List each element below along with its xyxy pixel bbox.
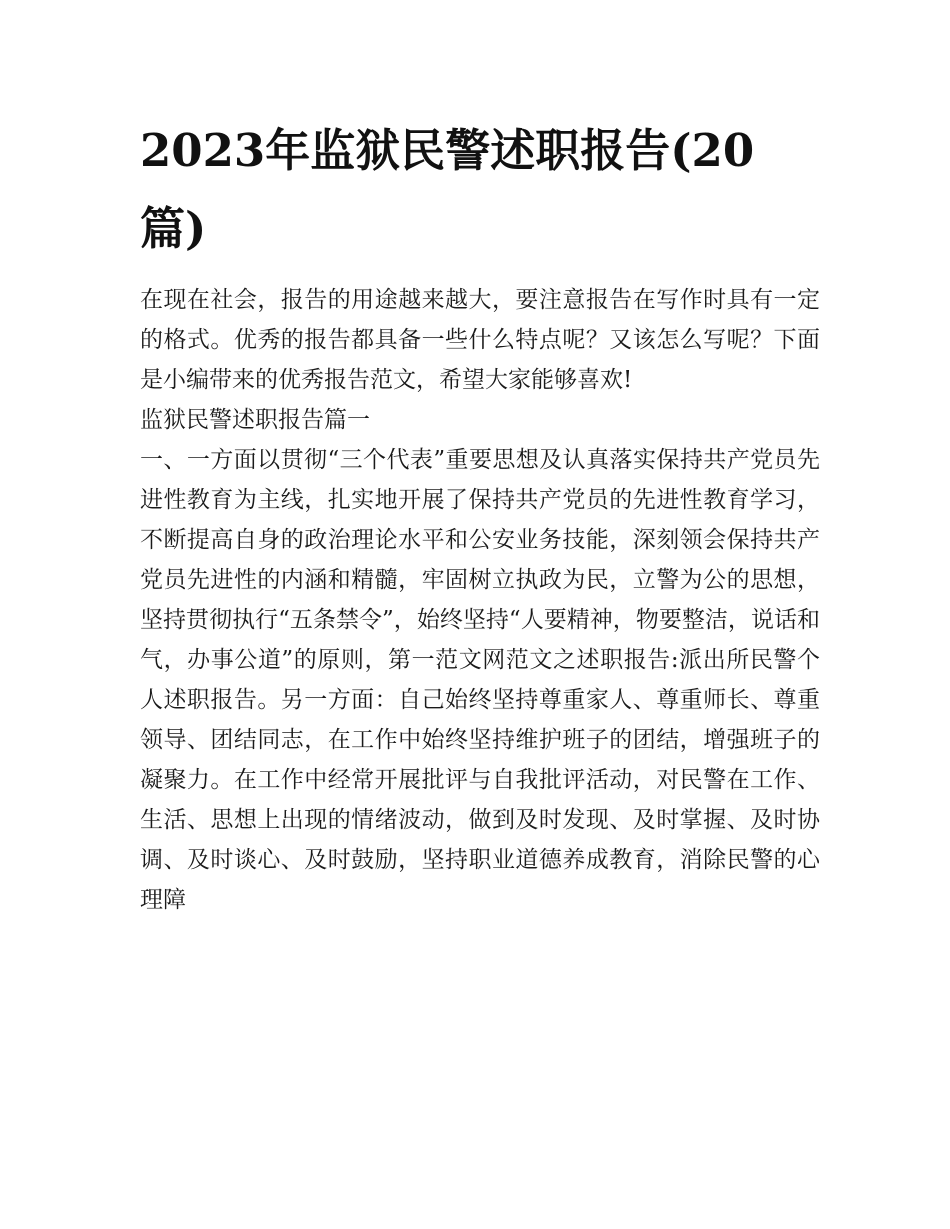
section-heading: 监狱民警述职报告篇一 [140, 407, 370, 433]
document-body [140, 280, 820, 920]
body-paragraph: 一、一方面以贯彻“三个代表”重要思想及认真落实保持共产党员先进性教育为主线，扎实地开展了保持共产党员的先进性教育学习，不断提高自身的政治理论水平和公安业务技能，深刻领会保持共产党员先进性的内涵和精髓，牢固树立执政为民，立警为公的思想，坚持贯彻执行“五条禁令”，始终坚持“人要精神，物要整洁，说话和气，办事公道”的原则，第一范文网范文之述职报告:派出所民警个人述职报告。另一方面：自己始终坚持尊重家人、尊重师长、尊重领导、团结同志，在工作中始终坚持维护班子的团结，增强班子的凝聚力。在工作中经常开展批评与自我批评活动，对民警在工作、生活、思想上出现的情绪波动，做到及时发现、及时掌握、及时协调、及时谈心、及时鼓励，坚持职业道德养成教育，消除民警的心理障 [140, 447, 820, 913]
intro-paragraph: 在现在社会，报告的用途越来越大，要注意报告在写作时具有一定的格式。优秀的报告都具备一些什么特点呢？又该怎么写呢？下面是小编带来的优秀报告范文，希望大家能够喜欢! [140, 287, 820, 393]
document-title: 2023年监狱民警述职报告(20篇) [140, 124, 755, 255]
